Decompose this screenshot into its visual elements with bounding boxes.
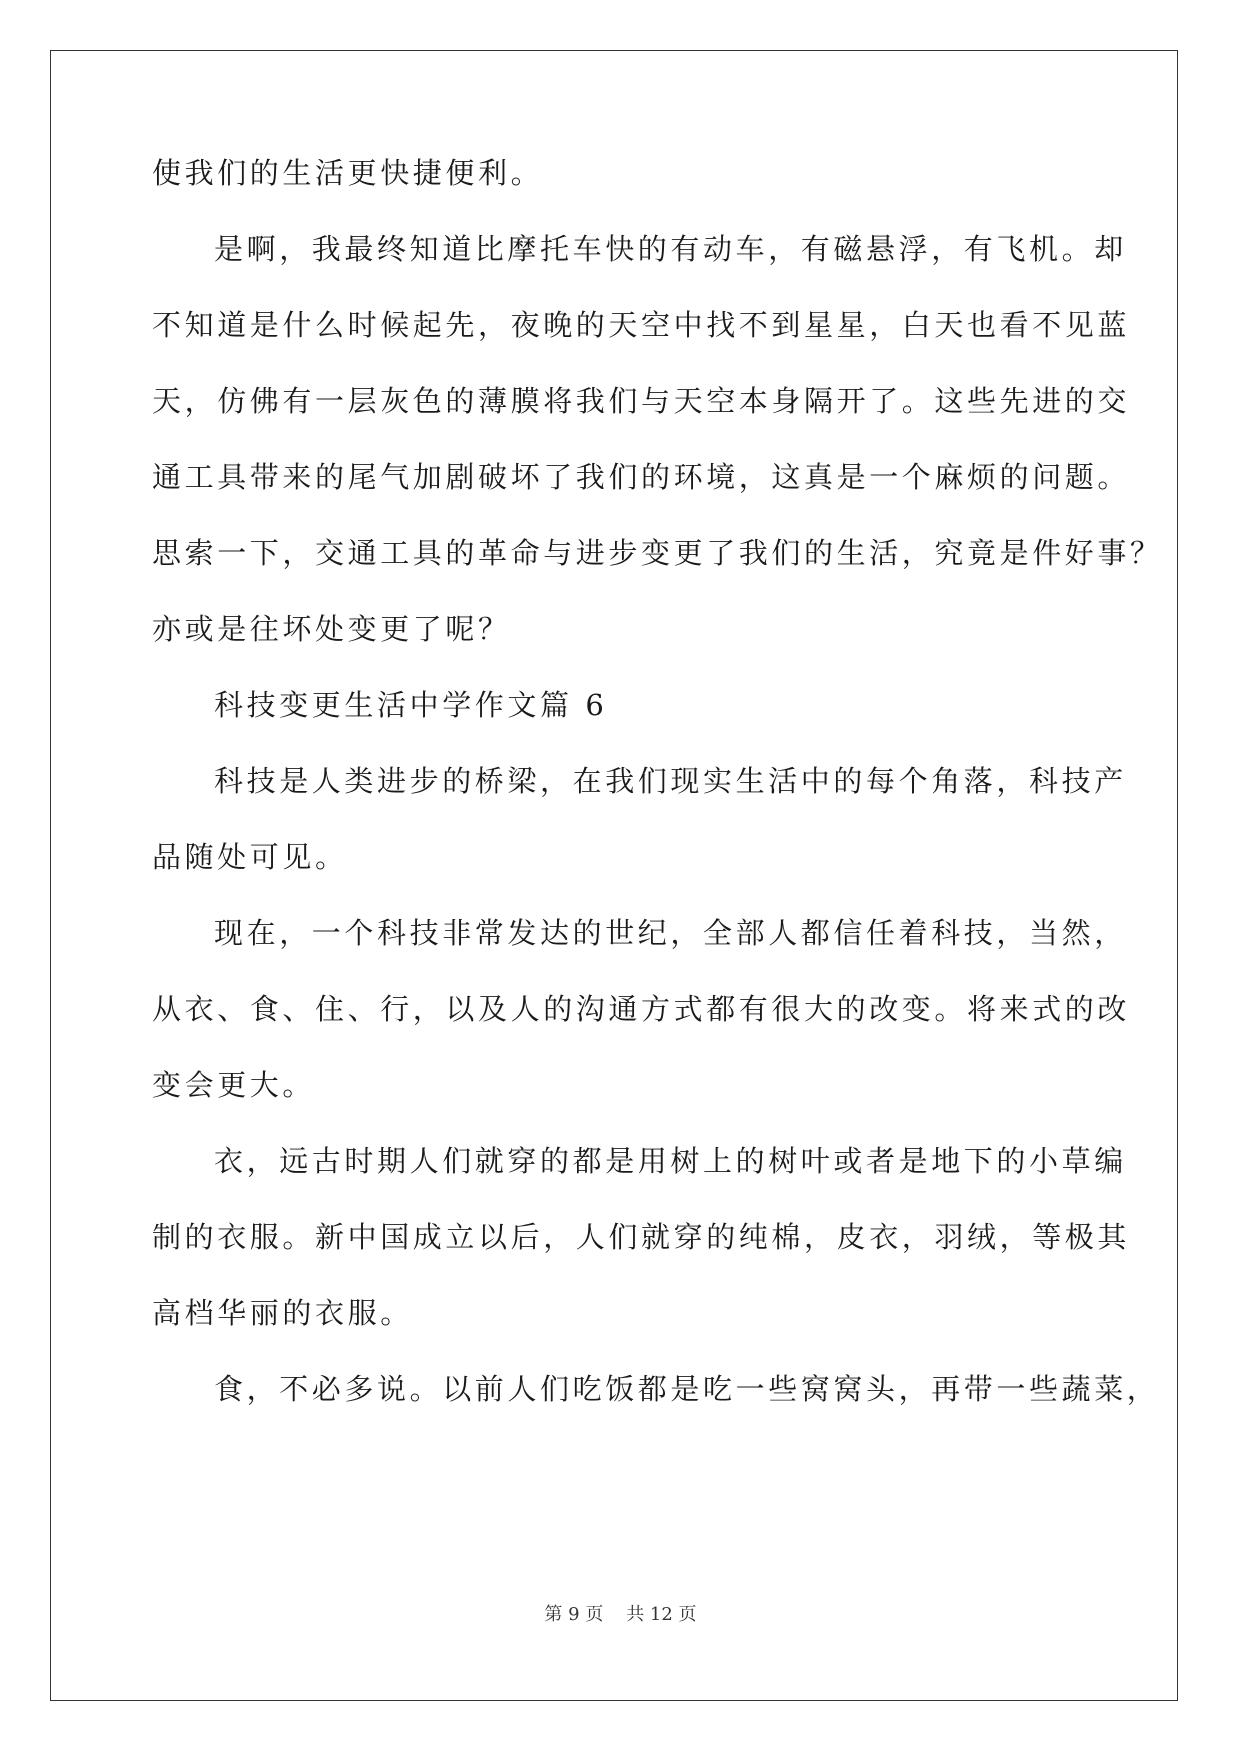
text-line: 食，不必多说。以前人们吃饭都是吃一些窝窝头，再带一些蔬菜， (214, 1372, 1160, 1406)
text-line: 品随处可见。 (152, 840, 348, 874)
text-line: 制的衣服。新中国成立以后，人们就穿的纯棉，皮衣，羽绒，等极其 (152, 1220, 1131, 1254)
text-line: 通工具带来的尾气加剧破坏了我们的环境，这真是一个麻烦的问题。 (152, 460, 1131, 494)
text-line: 使我们的生活更快捷便利。 (152, 156, 544, 190)
text-line: 衣，远古时期人们就穿的都是用树上的树叶或者是地下的小草编 (214, 1144, 1127, 1178)
text-line: 现在，一个科技非常发达的世纪，全部人都信任着科技，当然， (214, 916, 1127, 950)
text-line: 变会更大。 (152, 1068, 316, 1102)
text-line: 思索一下，交通工具的革命与进步变更了我们的生活，究竟是件好事？ (152, 536, 1163, 570)
text-line: 亦或是往坏处变更了呢？ (152, 612, 511, 646)
text-line: 高档华丽的衣服。 (152, 1296, 413, 1330)
section-heading: 科技变更生活中学作文篇 6 (214, 688, 608, 722)
text-line: 不知道是什么时候起先，夜晚的天空中找不到星星，白天也看不见蓝 (152, 308, 1131, 342)
text-line: 从衣、食、住、行，以及人的沟通方式都有很大的改变。将来式的改 (152, 992, 1131, 1026)
text-line: 科技是人类进步的桥梁，在我们现实生活中的每个角落，科技产 (214, 764, 1127, 798)
text-line: 天，仿佛有一层灰色的薄膜将我们与天空本身隔开了。这些先进的交 (152, 384, 1131, 418)
page-number-footer: 第 9 页 共 12 页 (544, 1604, 697, 1625)
text-line: 是啊，我最终知道比摩托车快的有动车，有磁悬浮，有飞机。却 (214, 232, 1127, 266)
